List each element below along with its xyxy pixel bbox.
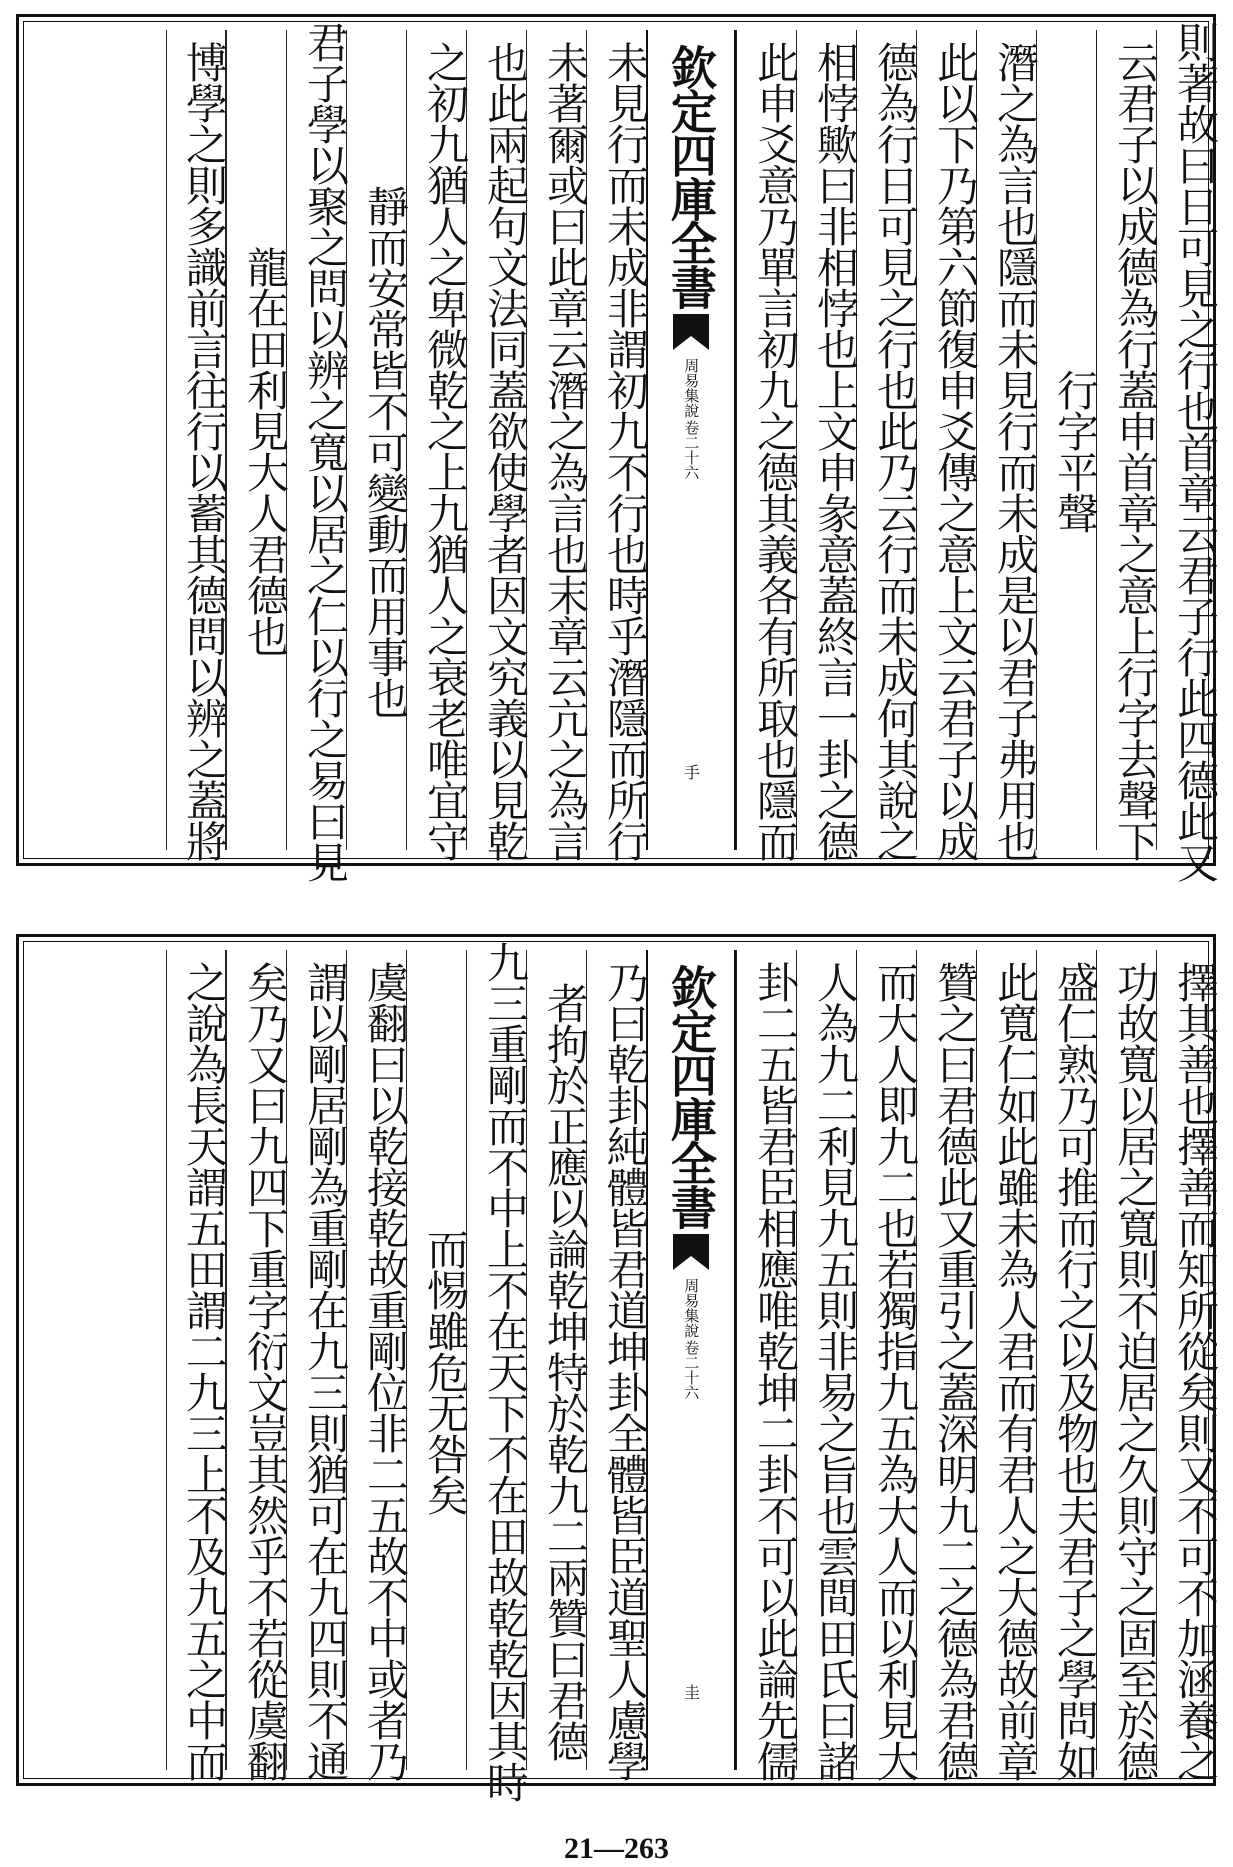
text-column: 靜而安常皆不可變動而用事也 (346, 30, 406, 850)
bottom-page (6, 920, 1226, 1802)
text-column: 乃曰乾卦純體皆君道坤卦全體皆臣道聖人慮學 (586, 950, 646, 1770)
center-subtitle (683, 1278, 700, 1400)
text-column: 之說為長天謂五田謂二九三上不及九五之中而 (166, 950, 226, 1770)
volume-label: 卷二十六 (682, 1340, 701, 1400)
text-column: 盛仁熟乃可推而行之以及物也夫君子之學問如 (1036, 950, 1096, 1770)
text-column: 虞翻曰以乾接乾故重剛位非二五故不中或者乃 (346, 950, 406, 1770)
text-column: 卦二五皆君臣相應唯乾坤二卦不可以此論先儒 (736, 950, 796, 1770)
book-title: 周易集說 (682, 1278, 701, 1338)
top-page (6, 0, 1226, 882)
text-column: 人為九二利見九五則非易之旨也雲間田氏曰諸 (796, 950, 856, 1770)
volume-label: 卷二十六 (682, 420, 701, 480)
text-column: 行字平聲 (1036, 30, 1096, 850)
text-column: 九三重剛而不中上不在天下不在田故乾乾因其時 (466, 950, 526, 1770)
text-column: 謂以剛居剛為重剛在九三則猶可在九四則不通 (286, 950, 346, 1770)
center-fold-column (646, 950, 736, 1770)
text-column: 而惕雖危无咎矣 (406, 950, 466, 1770)
text-column: 君子學以聚之問以辨之寬以居之仁以行之易曰見 (286, 30, 346, 850)
text-column: 者拘於正應以論乾坤特於乾九二兩贊曰君德 (526, 950, 586, 1770)
text-column: 相悖歟曰非相悖也上文申彖意蓋終言一卦之德 (796, 30, 856, 850)
text-column: 未見行而未成非謂初九不行也時乎潛隱而所行 (586, 30, 646, 850)
text-column: 贊之曰君德此又重引之蓋深明九二之德為君德 (916, 950, 976, 1770)
text-column: 也此兩起句文法同蓋欲使學者因文究義以見乾 (466, 30, 526, 850)
text-column: 未著爾或曰此章云潛之為言也末章云亢之為言 (526, 30, 586, 850)
fishtail-mark-icon (671, 314, 711, 350)
text-column: 擇其善也擇善而知所從矣則又不可不加涵養之 (1156, 950, 1216, 1770)
book-title: 周易集說 (682, 358, 701, 418)
fishtail-mark-icon (671, 1234, 711, 1270)
text-column: 此申爻意乃單言初九之德其義各有所取也隱而 (736, 30, 796, 850)
book-series-title: 欽定四庫全書 (664, 964, 718, 1228)
leaf-number: 圭 (681, 1684, 701, 1700)
book-series-title: 欽定四庫全書 (664, 44, 718, 308)
text-column: 博學之則多識前言往行以蓄其德問以辨之蓋將 (166, 30, 226, 850)
text-column: 則著故曰日可見之行也首章云君子行此四德此又 (1156, 30, 1216, 850)
text-column: 之初九猶人之卑微乾之上九猶人之衰老唯宜守 (406, 30, 466, 850)
text-column: 此以下乃第六節復申爻傳之意上文云君子以成 (916, 30, 976, 850)
text-column: 此寬仁如此雖未為人君而有君人之大德故前章 (976, 950, 1036, 1770)
page-number: 21—263 (564, 1832, 669, 1865)
text-column: 龍在田利見大人君德也 (226, 30, 286, 850)
leaf-number: 手 (681, 764, 701, 780)
text-column: 德為行日可見之行也此乃云行而未成何其說之 (856, 30, 916, 850)
text-column: 而大人即九二也若獨指九五為大人而以利見大 (856, 950, 916, 1770)
center-subtitle (683, 358, 700, 480)
text-column: 功故寬以居之寬則不迫居之久則守之固至於德 (1096, 950, 1156, 1770)
center-fold-column (646, 30, 736, 850)
text-column: 潛之為言也隱而未見行而未成是以君子弗用也 (976, 30, 1036, 850)
text-column: 矣乃又曰九四下重字衍文豈其然乎不若從虞翻 (226, 950, 286, 1770)
text-column: 云君子以成德為行蓋申首章之意上行字去聲下 (1096, 30, 1156, 850)
